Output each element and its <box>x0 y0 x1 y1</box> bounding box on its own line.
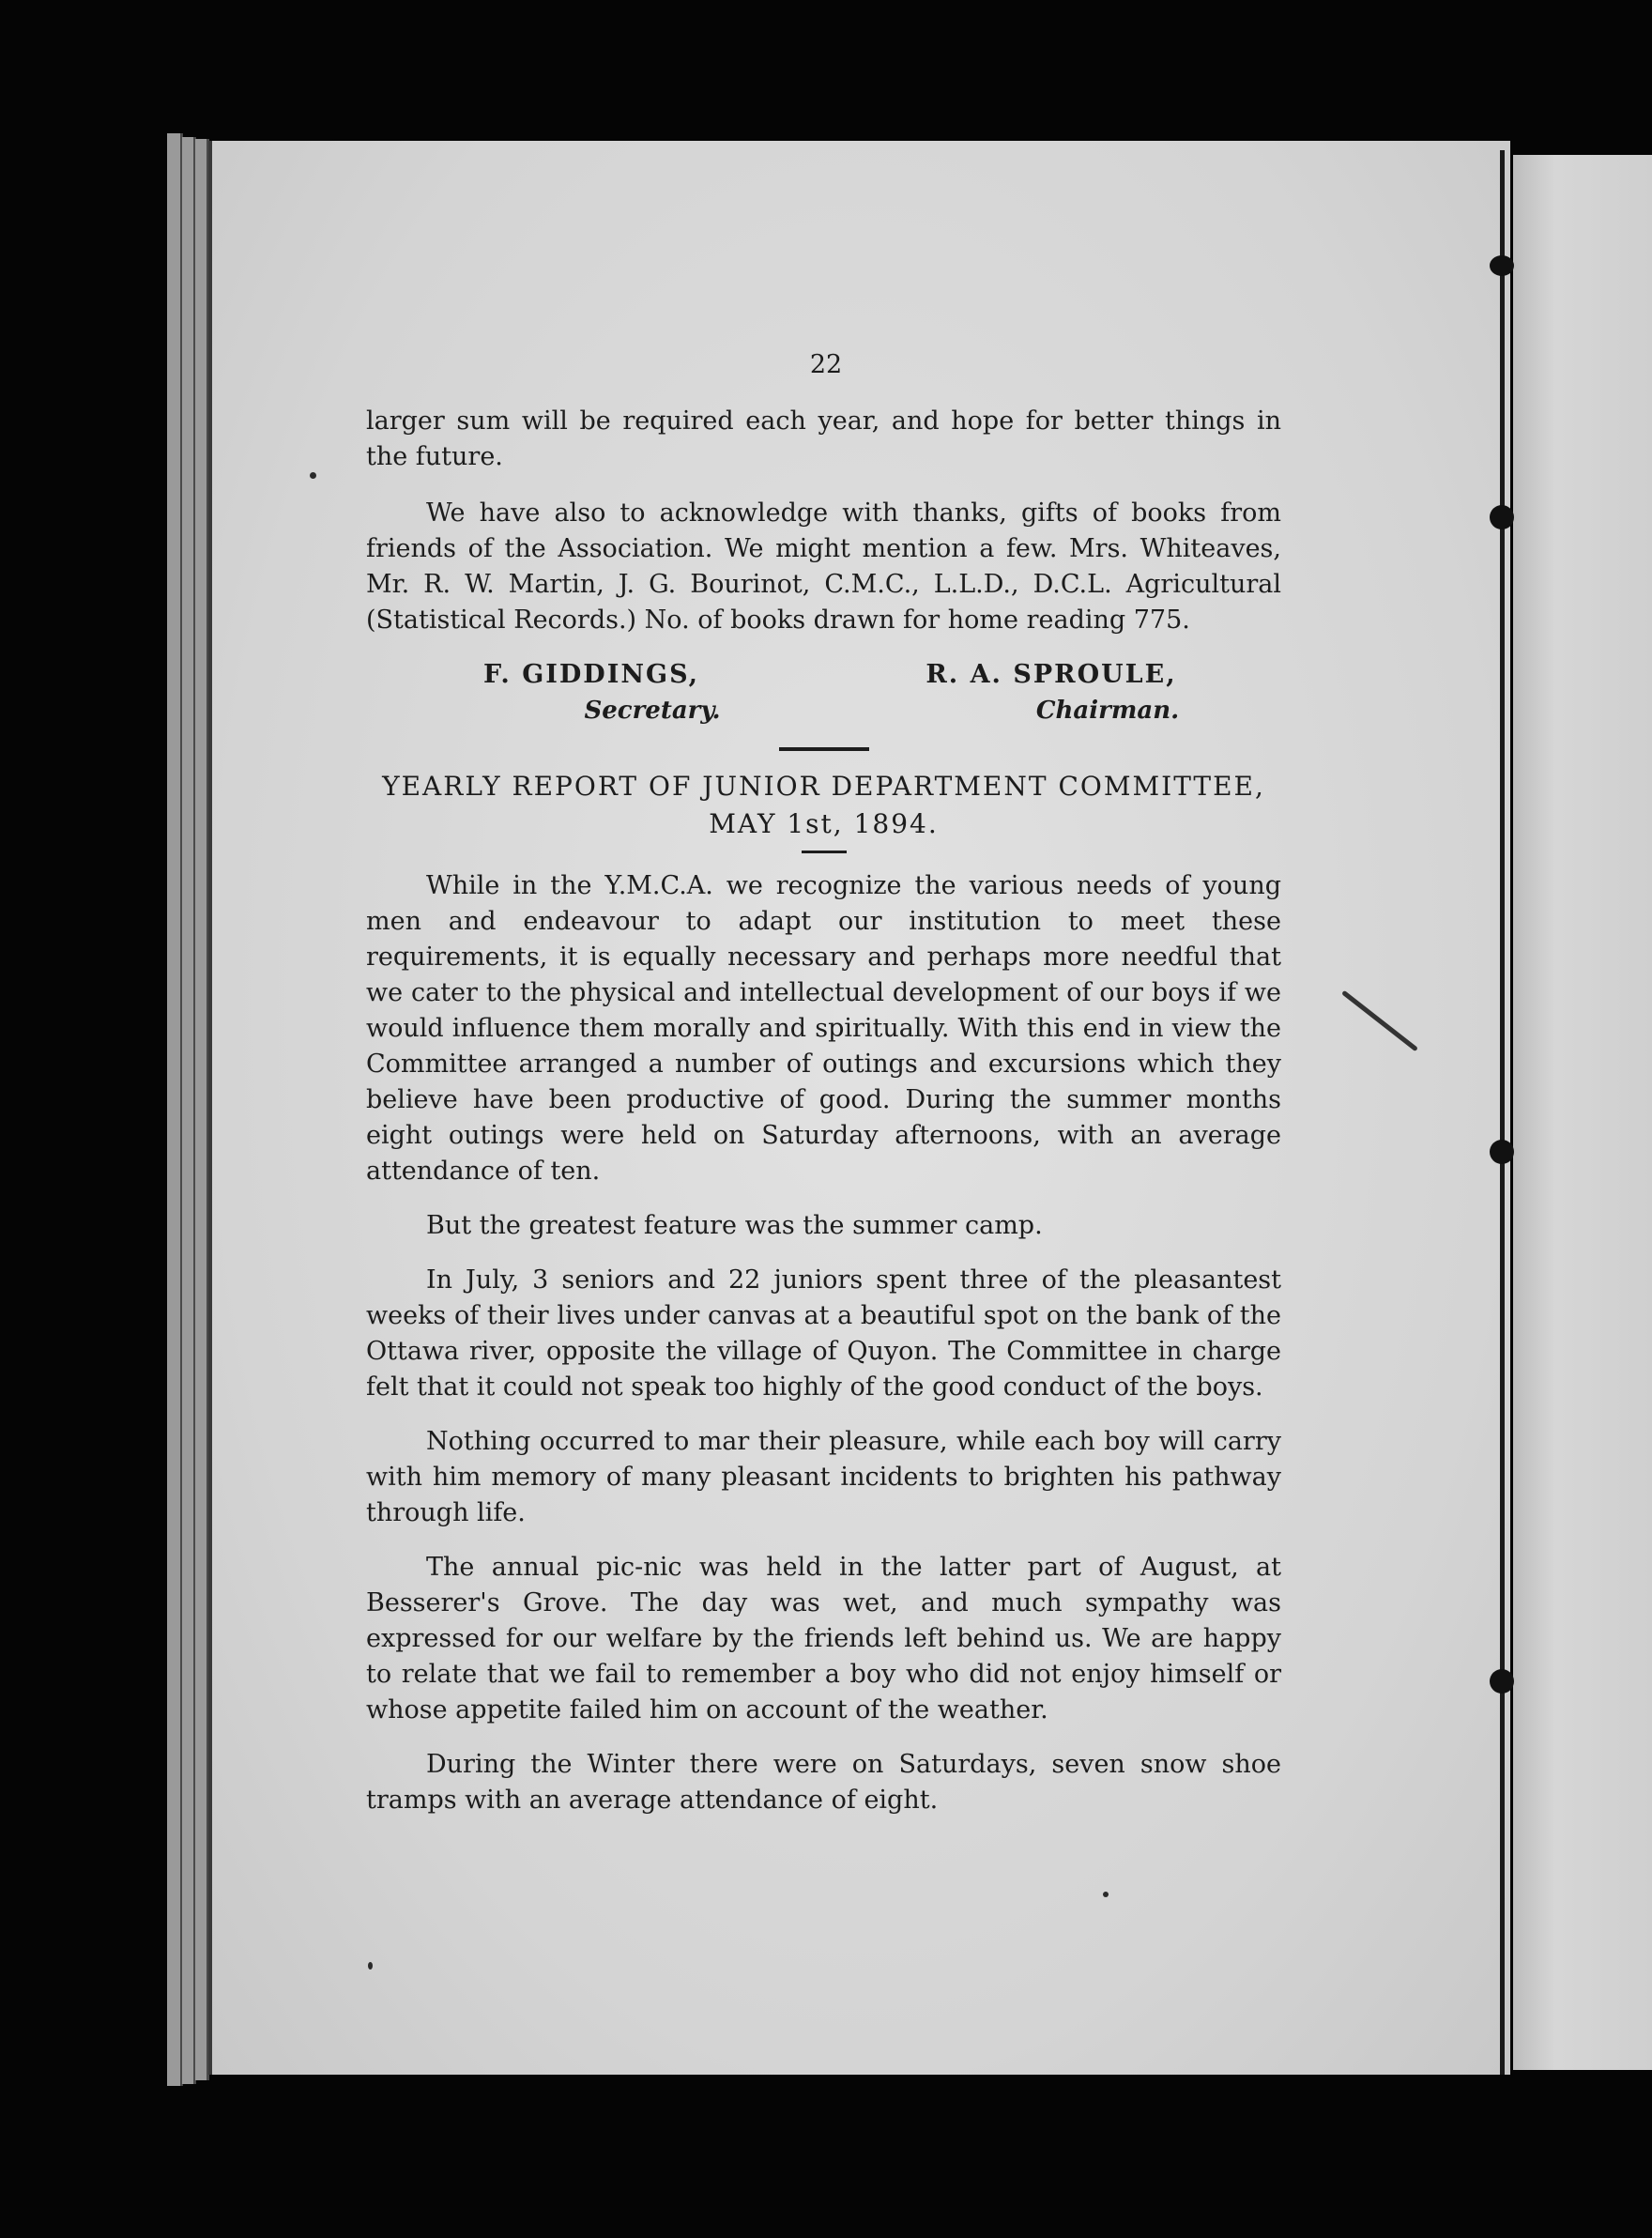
paragraph-body: During the Winter there were on Saturdays, seven snow shoe tramps with an average attendance of eight. <box>366 1750 1281 1815</box>
page-stack-edge <box>195 139 209 2080</box>
binding-hole-mark <box>1490 505 1514 529</box>
facing-page <box>1513 155 1652 2070</box>
binding-hole-mark <box>1490 1669 1514 1694</box>
paragraph-acknowledgement: We have also to acknowledge with thanks, gifts of books from friends of the Association. We might mention a few. Mrs. Whiteaves, Mr. R. W. Martin, J. G. Bourinot, C.M.C., L.L.D., D.C.L. Agricultural (Statistical Records.) No. of books drawn for home reading 775. <box>366 498 1281 635</box>
section-heading <box>366 768 1281 843</box>
paragraph-body: But the greatest feature was the summer camp. <box>426 1211 1043 1240</box>
heading-date: MAY 1st, 1894. <box>709 808 939 839</box>
paragraph-body: Nothing occurred to mar their pleasure, while each boy will carry with him memory of many pleasant incidents to brighten his pathway through life. <box>366 1427 1281 1527</box>
chairman-name: R. A. SPROULE, <box>925 660 1177 689</box>
secretary-signature <box>460 657 723 728</box>
heading-title: YEARLY REPORT OF JUNIOR DEPARTMENT COMMITTEE, <box>382 771 1265 802</box>
page-stack-edge <box>167 133 183 2086</box>
heading-divider <box>802 851 847 853</box>
paragraph-body: In July, 3 seniors and 22 juniors spent three of the pleasantest weeks of their lives under canvas at a beautiful spot on the bank of the Ottawa river, opposite the village of Quyon. The Committee in charge felt that it could not speak too highly of the good conduct of the boys. <box>366 1265 1281 1402</box>
ink-speck <box>368 1962 373 1970</box>
page-gutter <box>1500 150 1505 2075</box>
chairman-title: Chairman. <box>1035 697 1180 725</box>
secretary-title: Secretary. <box>584 697 721 725</box>
ink-speck <box>310 472 316 479</box>
signature-block <box>366 657 1281 738</box>
page-text-body <box>366 404 1281 1837</box>
paragraph-continuation: larger sum will be required each year, and hope for better things in the future. <box>366 406 1281 471</box>
page-number: 22 <box>809 350 843 379</box>
chairman-signature <box>910 657 1192 728</box>
section-divider <box>779 747 869 751</box>
paragraph-body: While in the Y.M.C.A. we recognize the various needs of young men and endeavour to adapt our institution to meet these requirements, it is equally necessary and perhaps more needful that we cater to the physical and intellectual development of our boys if we would influence them morally and spiritually. With this end in view the Committee arranged a number of outings and excursions which they believe have been productive of good. During the summer months eight outings were held on Saturday afternoons, with an average attendance of ten. <box>366 871 1281 1186</box>
ink-speck <box>1103 1892 1109 1897</box>
secretary-name: F. GIDDINGS, <box>482 660 700 689</box>
binding-hole-mark <box>1490 255 1514 276</box>
paragraph-body: The annual pic-nic was held in the latter part of August, at Besserer's Grove. The day was wet, and much sympathy was expressed for our welfare by the friends left behind us. We are happy to relate that we fail to remember a boy who did not enjoy himself or whose appetite failed him on account of the weather. <box>366 1553 1281 1724</box>
binding-hole-mark <box>1490 1140 1514 1164</box>
page-stack-edge <box>182 137 196 2084</box>
